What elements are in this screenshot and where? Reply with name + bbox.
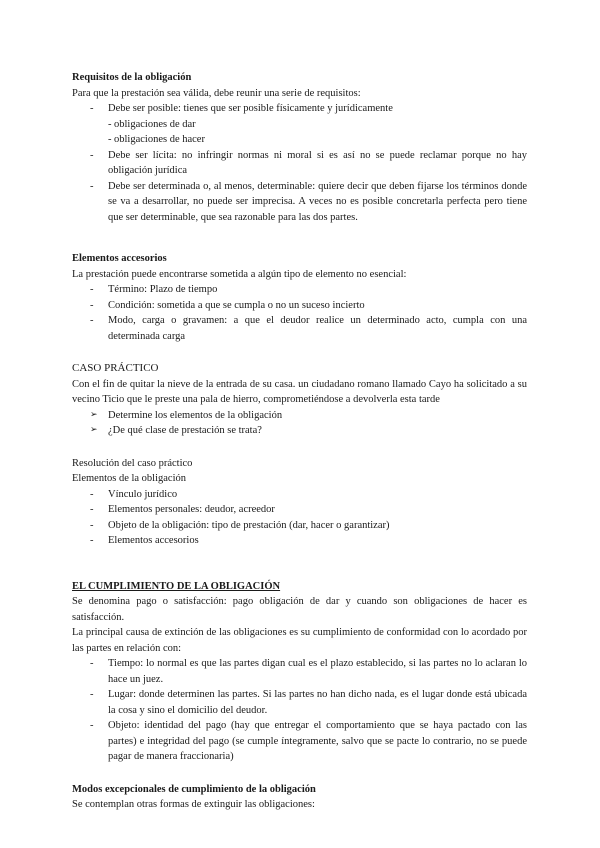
list-item: - Elementos accesorios xyxy=(72,533,527,549)
list-requisitos xyxy=(72,101,527,225)
paragraph-caso: Con el fin de quitar la nieve de la entrada de su casa. un ciudadano romano llamado Cayo ha solicitado a su vecino Ticio que le preste una pala de hierro, comprometiéndose a devolverla esta tarde xyxy=(72,378,527,405)
section-heading-modos: Modos excepcionales de cumplimiento de la obligación xyxy=(72,783,316,795)
list-item xyxy=(72,101,527,148)
list-cumplimiento xyxy=(72,656,527,765)
arrow-bullet-icon: ➢ xyxy=(90,425,98,435)
list-item: - Objeto: identidad del pago (hay que entregar el comportamiento que se haya pactado con las partes) e integridad del pago (se cumple íntegramente, salvo que se pacte lo contrario, no se puede pagar de manera fraccionaria) xyxy=(72,718,527,765)
section-heading-accesorios: Elementos accesorios xyxy=(72,253,167,264)
list-resolucion xyxy=(72,487,527,549)
list-item: - Tiempo: lo normal es que las partes digan cual es el plazo establecido, si las partes no lo aclaran lo hace un juez. xyxy=(72,656,527,687)
paragraph-requisitos-intro: Para que la prestación sea válida, debe reunir una serie de requisitos: xyxy=(72,87,361,99)
spacer xyxy=(72,765,527,782)
list-item-text: ¿De qué clase de prestación se trata? xyxy=(108,425,262,436)
spacer xyxy=(72,439,527,456)
list-caso-questions xyxy=(72,408,527,439)
section-heading-cumplimiento: EL CUMPLIMIENTO DE LA OBLIGACIÓN xyxy=(72,580,281,592)
list-item xyxy=(72,408,527,424)
spacer xyxy=(72,549,527,579)
list-item: - Vínculo jurídico xyxy=(72,487,527,503)
paragraph-modos-intro: Se contemplan otras formas de extinguir las obligaciones: xyxy=(72,799,315,810)
spacer xyxy=(72,344,527,361)
list-item: - Condición: sometida a que se cumpla o no un suceso incierto xyxy=(72,298,527,314)
subheading-elementos: Elementos de la obligación xyxy=(72,473,187,484)
paragraph-cumplimiento-1: Se denomina pago o satisfacción: pago obligación de dar y cuando son obligaciones de hacer es satisfacción. xyxy=(72,596,527,623)
list-item: - Lugar: donde determinen las partes. Si las partes no han dicho nada, es el lugar donde está ubicada la cosa y sino el domicilio del deudor. xyxy=(72,687,527,718)
section-heading-caso: CASO PRÁCTICO xyxy=(72,362,159,374)
spacer xyxy=(72,225,527,251)
document-body xyxy=(72,70,527,813)
section-heading-requisitos: Requisitos de la obligación xyxy=(72,72,192,83)
arrow-bullet-icon: ➢ xyxy=(90,409,98,420)
sublist-posible xyxy=(108,117,527,148)
list-accesorios xyxy=(72,282,527,344)
list-item: - Elementos personales: deudor, acreedor xyxy=(72,502,527,518)
list-item-text: Debe ser posible: tienes que ser posible físicamente y jurídicamente xyxy=(108,103,393,114)
list-item: - Debe ser determinada o, al menos, determinable: quiere decir que deben fijarse los términos donde se va a desarrollar, no puede ser imprecisa. A veces no es posible concretarla perfecta pero tiene que ser determinable, que sea razonable para las dos partes. xyxy=(72,179,527,226)
paragraph-cumplimiento-2: La principal causa de extinción de las obligaciones es su cumplimiento de conformidad con lo acordado por las partes en relación con: xyxy=(72,627,527,654)
paragraph-accesorios-intro: La prestación puede encontrarse sometida a algún tipo de elemento no esencial: xyxy=(72,268,407,280)
list-item: - Debe ser lícita: no infringir normas ni moral si es así no se puede reclamar porque no hay obligación jurídica xyxy=(72,148,527,179)
list-item xyxy=(72,423,527,439)
list-item-text: Determine los elementos de la obligación xyxy=(108,409,283,421)
list-item: - Término: Plazo de tiempo xyxy=(72,282,527,298)
sublist-item: - obligaciones de hacer xyxy=(72,132,527,148)
list-item: - Objeto de la obligación: tipo de prestación (dar, hacer o garantizar) xyxy=(72,518,527,534)
sublist-item: - obligaciones de dar xyxy=(72,117,527,133)
section-heading-resolucion: Resolución del caso práctico xyxy=(72,457,193,469)
list-item: - Modo, carga o gravamen: a que el deudor realice un determinado acto, cumpla con una determinada carga xyxy=(72,313,527,344)
